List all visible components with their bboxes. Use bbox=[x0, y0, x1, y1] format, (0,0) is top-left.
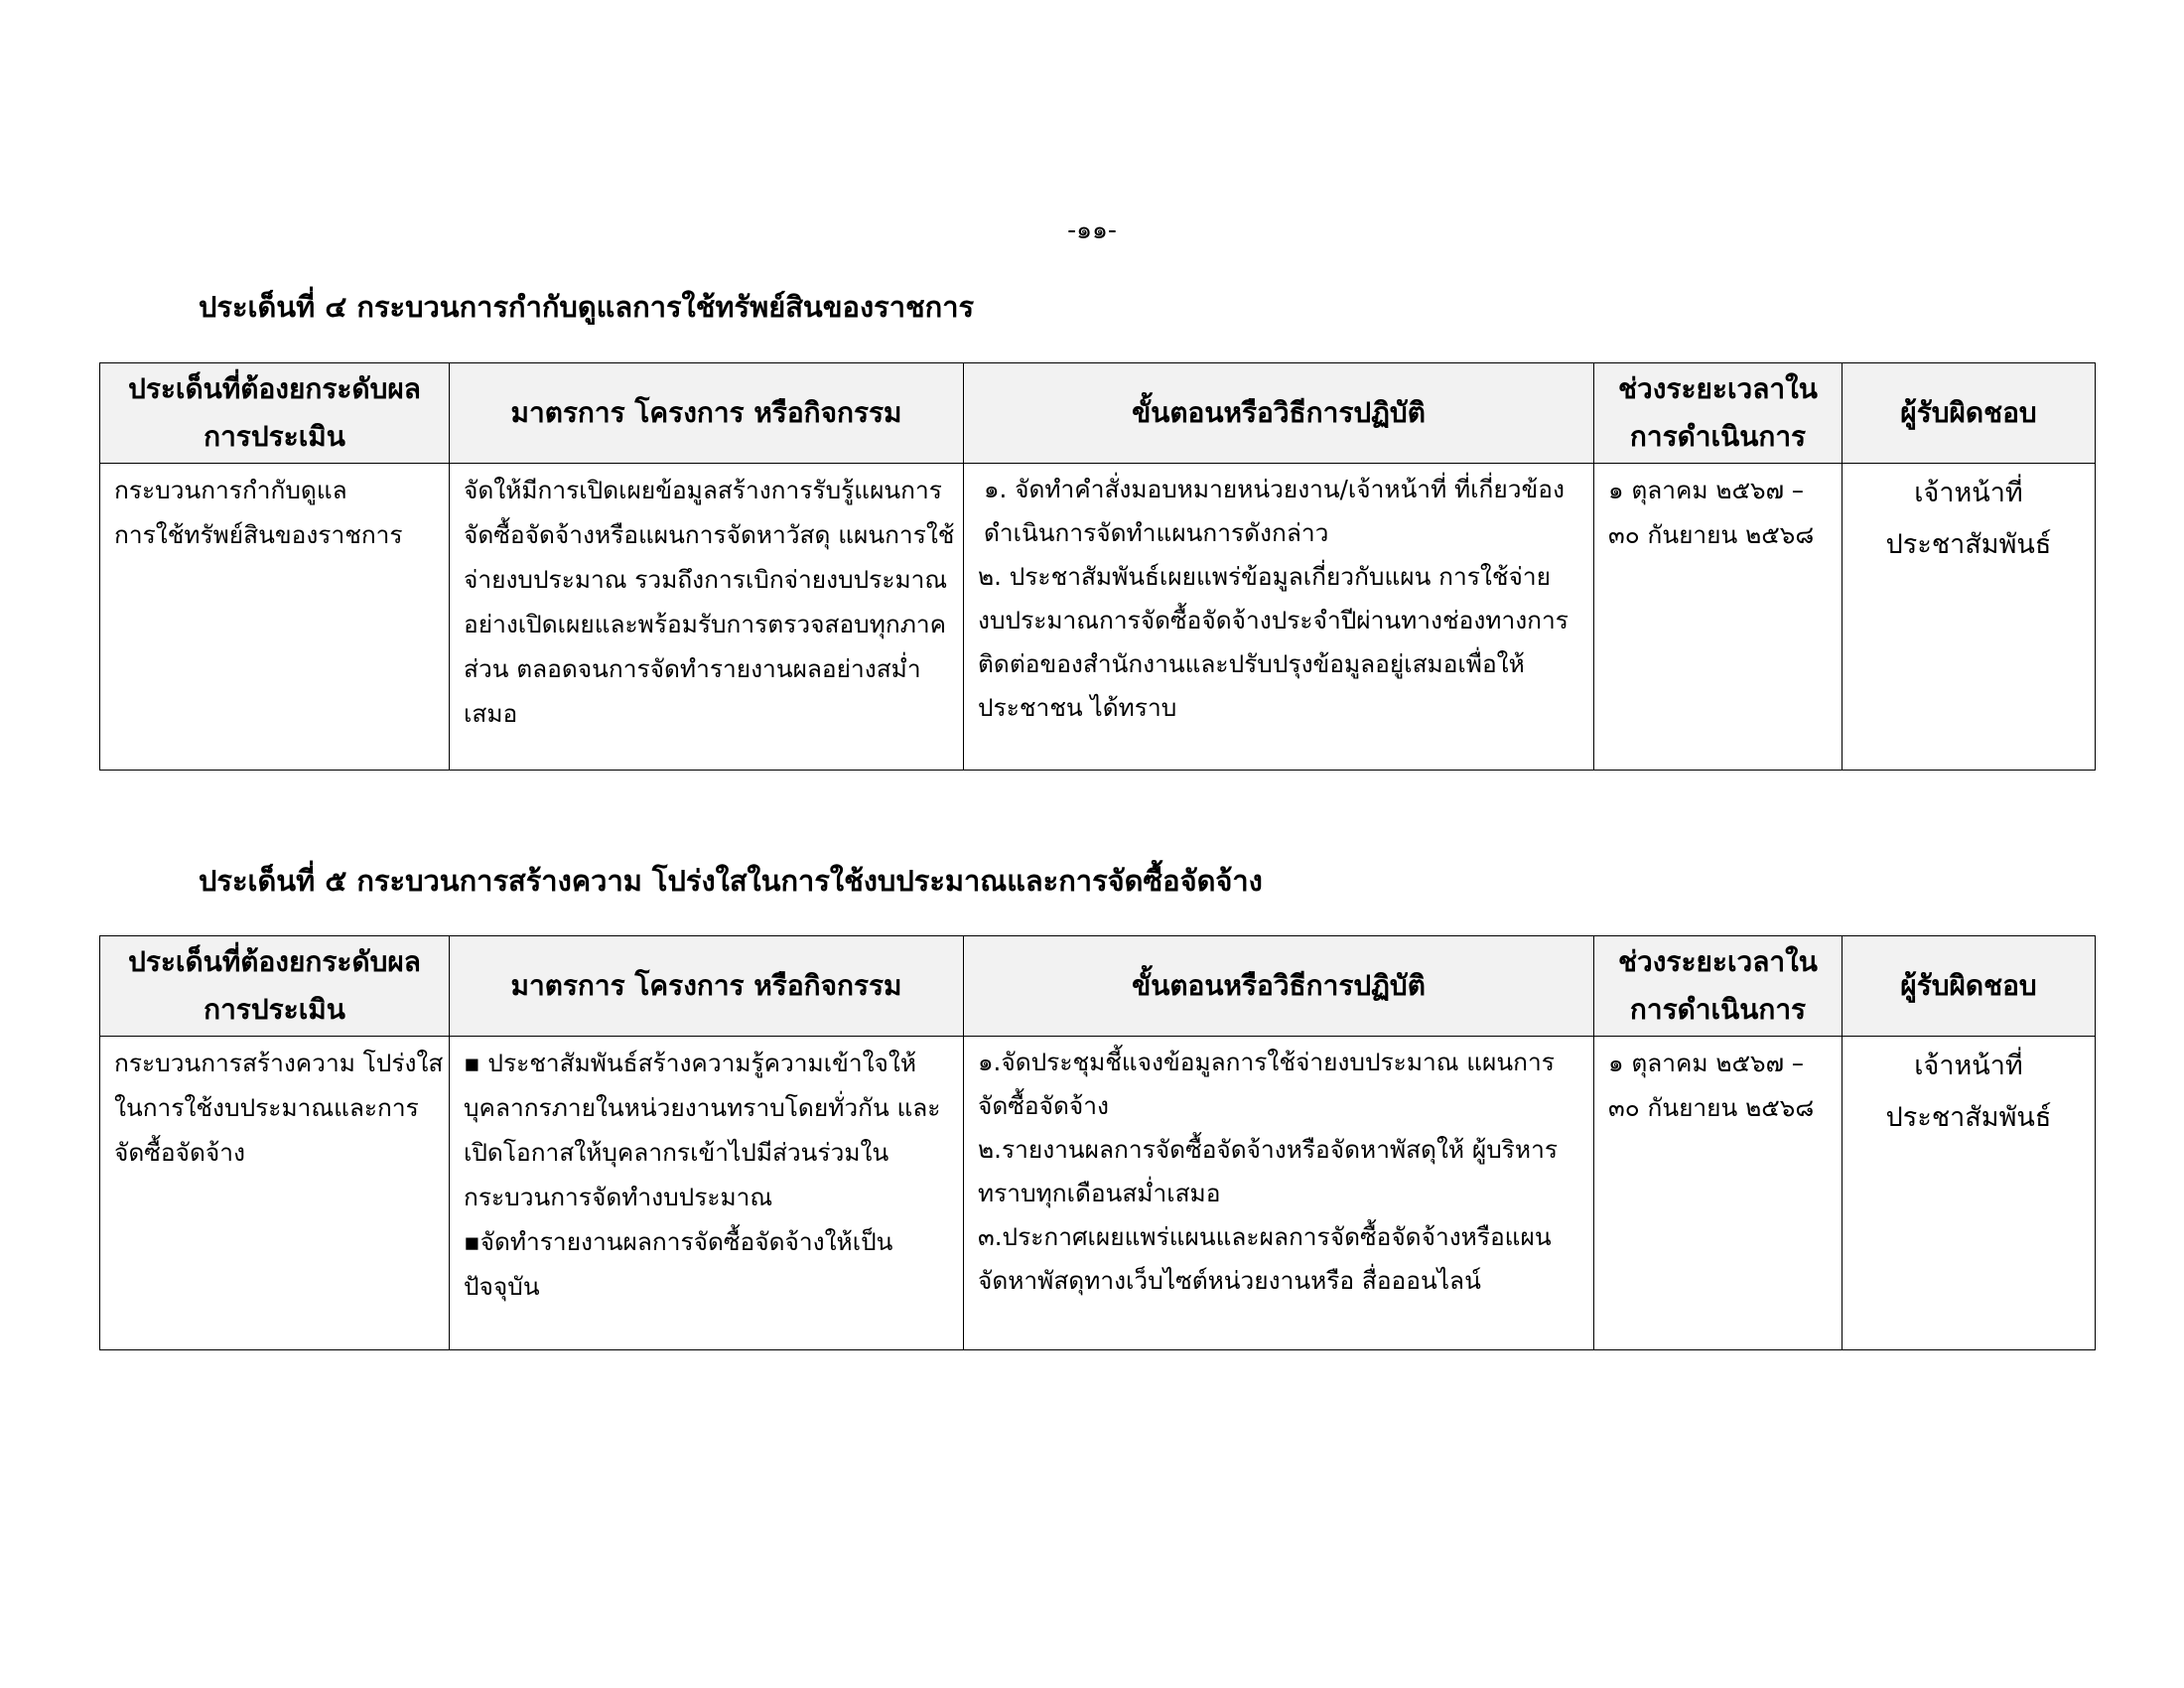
header-steps: ขั้นตอนหรือวิธีการปฏิบัติ bbox=[964, 936, 1594, 1037]
table-header-row bbox=[100, 936, 2096, 1037]
section-4-table bbox=[99, 362, 2096, 771]
cell-issue: กระบวนการกำกับดูแล การใช้ทรัพย์สินของราชการ bbox=[100, 464, 450, 771]
cell-period: ๑ ตุลาคม ๒๕๖๗ – ๓๐ กันยายน ๒๕๖๘ bbox=[1594, 464, 1843, 771]
header-measures: มาตรการ โครงการ หรือกิจกรรม bbox=[450, 363, 964, 464]
cell-steps: ๑.จัดประชุมชี้แจงข้อมูลการใช้จ่ายงบประมาณ แผนการ จัดซื้อจัดจ้าง ๒.รายงานผลการจัดซื้อจัดจ้างหรือจัดหาพัสดุให้ ผู้บริหาร ทราบทุกเดือนสม่ำเสมอ ๓.ประกาศเผยแพร่แผนและผลการจัดซื้อจัดจ้างหรือแผน จัดหาพัสดุทางเว็บไซต์หน่วยงานหรือ สื่อออนไลน์ bbox=[964, 1037, 1594, 1350]
header-issue: ประเด็นที่ต้องยกระดับผล การประเมิน bbox=[100, 936, 450, 1037]
section-5-title: ประเด็นที่ ๕ กระบวนการสร้างความ โปร่งใสในการใช้งบประมาณและการจัดซื้อจัดจ้าง bbox=[199, 864, 1263, 898]
header-period: ช่วงระยะเวลาใน การดำเนินการ bbox=[1594, 363, 1843, 464]
page-number: -๑๑- bbox=[1067, 215, 1117, 244]
header-issue: ประเด็นที่ต้องยกระดับผล การประเมิน bbox=[100, 363, 450, 464]
cell-steps: ๑. จัดทำคำสั่งมอบหมายหน่วยงาน/เจ้าหน้าที่ ที่เกี่ยวข้อง ดำเนินการจัดทำแผนการดังกล่าว ๒. ประชาสัมพันธ์เผยแพร่ข้อมูลเกี่ยวกับแผน การใช้จ่าย งบประมาณการจัดซื้อจัดจ้างประจำปีผ่านทางช่องทางการ ติดต่อของสำนักงานและปรับปรุงข้อมูลอยู่เสมอเพื่อให้ ประชาชน ได้ทราบ bbox=[964, 464, 1594, 771]
section-4-title: ประเด็นที่ ๔ กระบวนการกำกับดูแลการใช้ทรัพย์สินของราชการ bbox=[199, 290, 975, 324]
cell-responsible: เจ้าหน้าที่ ประชาสัมพันธ์ bbox=[1843, 1037, 2096, 1350]
cell-responsible: เจ้าหน้าที่ ประชาสัมพันธ์ bbox=[1843, 464, 2096, 771]
cell-measures: จัดให้มีการเปิดเผยข้อมูลสร้างการรับรู้แผนการ จัดซื้อจัดจ้างหรือแผนการจัดหาวัสดุ แผนการใช้ จ่ายงบประมาณ รวมถึงการเบิกจ่ายงบประมาณ อย่างเปิดเผยและพร้อมรับการตรวจสอบทุกภาค ส่วน ตลอดจนการจัดทำรายงานผลอย่างสม่ำ เสมอ bbox=[450, 464, 964, 771]
header-measures: มาตรการ โครงการ หรือกิจกรรม bbox=[450, 936, 964, 1037]
header-period: ช่วงระยะเวลาใน การดำเนินการ bbox=[1594, 936, 1843, 1037]
table-header-row bbox=[100, 363, 2096, 464]
cell-issue: กระบวนการสร้างความ โปร่งใส ในการใช้งบประมาณและการ จัดซื้อจัดจ้าง bbox=[100, 1037, 450, 1350]
table-row bbox=[100, 464, 2096, 771]
cell-measures: ▪ ประชาสัมพันธ์สร้างความรู้ความเข้าใจให้ บุคลากรภายในหน่วยงานทราบโดยทั่วกัน และ เปิดโอกาสให้บุคลากรเข้าไปมีส่วนร่วมใน กระบวนการจัดทำงบประมาณ ▪จัดทำรายงานผลการจัดซื้อจัดจ้างให้เป็น ปัจจุบัน bbox=[450, 1037, 964, 1350]
section-5-table bbox=[99, 935, 2096, 1350]
header-steps: ขั้นตอนหรือวิธีการปฏิบัติ bbox=[964, 363, 1594, 464]
table-row bbox=[100, 1037, 2096, 1350]
cell-period: ๑ ตุลาคม ๒๕๖๗ – ๓๐ กันยายน ๒๕๖๘ bbox=[1594, 1037, 1843, 1350]
header-responsible: ผู้รับผิดชอบ bbox=[1843, 363, 2096, 464]
header-responsible: ผู้รับผิดชอบ bbox=[1843, 936, 2096, 1037]
